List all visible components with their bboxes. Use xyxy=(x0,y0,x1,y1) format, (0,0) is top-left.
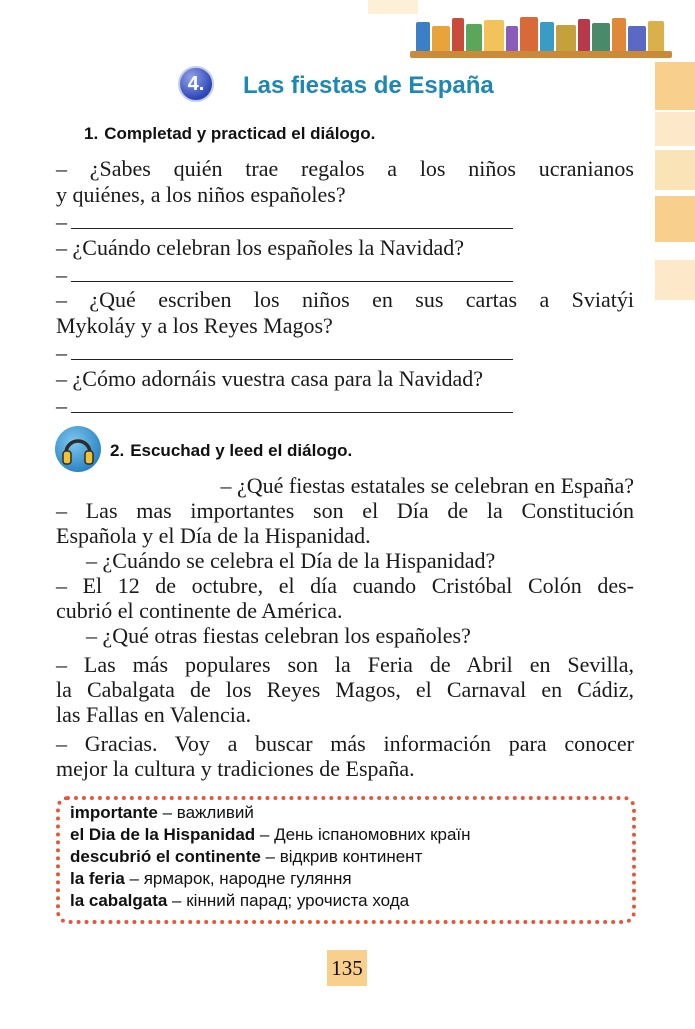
answer-dash: – xyxy=(56,393,67,418)
book xyxy=(612,18,626,52)
book xyxy=(506,26,518,52)
answer-line xyxy=(56,208,634,235)
decor-square xyxy=(655,150,695,190)
exercise-2-number: 2. xyxy=(110,441,125,460)
book xyxy=(592,23,610,52)
answer-dash: – xyxy=(56,209,67,234)
answer-line xyxy=(56,261,634,288)
dialogue-line: – ¿Cuándo celebran los españoles la Navidad? xyxy=(56,235,465,260)
vocab-entry xyxy=(70,802,622,824)
exercise-1-heading xyxy=(84,124,375,144)
vocab-term: descubrió el continente xyxy=(70,847,261,866)
book xyxy=(540,22,554,52)
vocab-term: importante xyxy=(70,803,158,822)
book xyxy=(452,18,464,52)
dialogue-line: – Las más populares son la Feria de Abril en Sevilla, xyxy=(56,652,634,677)
lesson-title: Las fiestas de España xyxy=(243,72,494,99)
dialogue-line: – Las mas importantes son el Día de la Constitución xyxy=(56,498,634,523)
book xyxy=(484,20,504,52)
answer-blank xyxy=(71,208,513,229)
dialogue-line: – ¿Cuándo se celebra el Día de la Hispanidad? xyxy=(86,548,496,573)
book xyxy=(578,19,590,52)
dialogue-line: – ¿Cómo adornáis vuestra casa para la Navidad? xyxy=(56,366,483,391)
lesson-number-badge: 4. xyxy=(178,66,214,102)
exercise-2-heading xyxy=(110,441,352,461)
dialogue-line: la Cabalgata de los Reyes Magos, el Carnaval en Cádiz, xyxy=(56,677,634,702)
vocab-entry xyxy=(70,846,622,868)
vocab-entry xyxy=(70,868,622,890)
vocabulary-box xyxy=(56,796,636,924)
book xyxy=(648,21,664,52)
answer-dash: – xyxy=(56,340,67,365)
book xyxy=(520,17,538,52)
dialogue-line: – El 12 de octubre, el día cuando Cristóbal Colón des- xyxy=(56,573,634,598)
exercise-1-title: Completad y practicad el diálogo. xyxy=(104,124,376,143)
decor-square xyxy=(655,196,695,242)
book xyxy=(556,25,576,52)
book xyxy=(416,22,430,52)
dialogue-line: – ¿Qué otras fiestas celebran los españoles? xyxy=(86,623,471,648)
dialogue-line: – Gracias. Voy a buscar más información para conocer xyxy=(56,731,634,756)
vocab-translation: – відкрив континент xyxy=(260,847,423,866)
decor-square xyxy=(655,62,695,110)
exercise-2-title: Escuchad y leed el diálogo. xyxy=(130,441,353,460)
dialogue-line: mejor la cultura y tradiciones de España. xyxy=(56,756,415,781)
answer-blank xyxy=(71,392,513,413)
vocab-entry xyxy=(70,890,622,912)
answer-blank xyxy=(71,339,513,360)
vocab-translation: – важливий xyxy=(157,803,254,822)
answer-dash: – xyxy=(56,262,67,287)
dialogue-line: – ¿Qué fiestas estatales se celebran en España? xyxy=(220,473,634,498)
shelf-board xyxy=(410,51,672,58)
vocab-term: la cabalgata xyxy=(70,891,168,910)
vocab-translation: – кінний парад; урочиста хода xyxy=(167,891,410,910)
exercise-1-number: 1. xyxy=(84,124,99,143)
vocab-translation: – День іспаномовних країн xyxy=(255,825,471,844)
dialogue-line: cubrió el continente de América. xyxy=(56,598,343,623)
bookshelf-illustration xyxy=(410,8,672,58)
decor-square xyxy=(655,112,695,146)
dialogue-line: Mykoláy y a los Reyes Magos? xyxy=(56,313,333,338)
vocab-translation: – ярмарок, народне гуляння xyxy=(124,869,352,888)
dialogue-line: Española y el Día de la Hispanidad. xyxy=(56,523,371,548)
vocab-term: la feria xyxy=(70,869,125,888)
book xyxy=(466,24,482,52)
dialogue-line: – ¿Qué escriben los niños en sus cartas a Sviatýi xyxy=(56,287,634,312)
headphones-icon xyxy=(55,426,101,472)
decor-square xyxy=(655,260,695,300)
page-number: 135 xyxy=(327,950,367,986)
dialogue-line: y quiénes, a los niños españoles? xyxy=(56,182,346,207)
book xyxy=(432,26,450,52)
book xyxy=(628,26,646,52)
answer-line xyxy=(56,392,634,419)
vocab-term: el Dia de la Hispanidad xyxy=(70,825,256,844)
dialogue-line: las Fallas en Valencia. xyxy=(56,702,252,727)
dialogue-line: – ¿Sabes quién trae regalos a los niños ucranianos xyxy=(56,156,634,181)
answer-line xyxy=(56,339,634,366)
vocab-entry xyxy=(70,824,622,846)
answer-blank xyxy=(71,261,513,282)
